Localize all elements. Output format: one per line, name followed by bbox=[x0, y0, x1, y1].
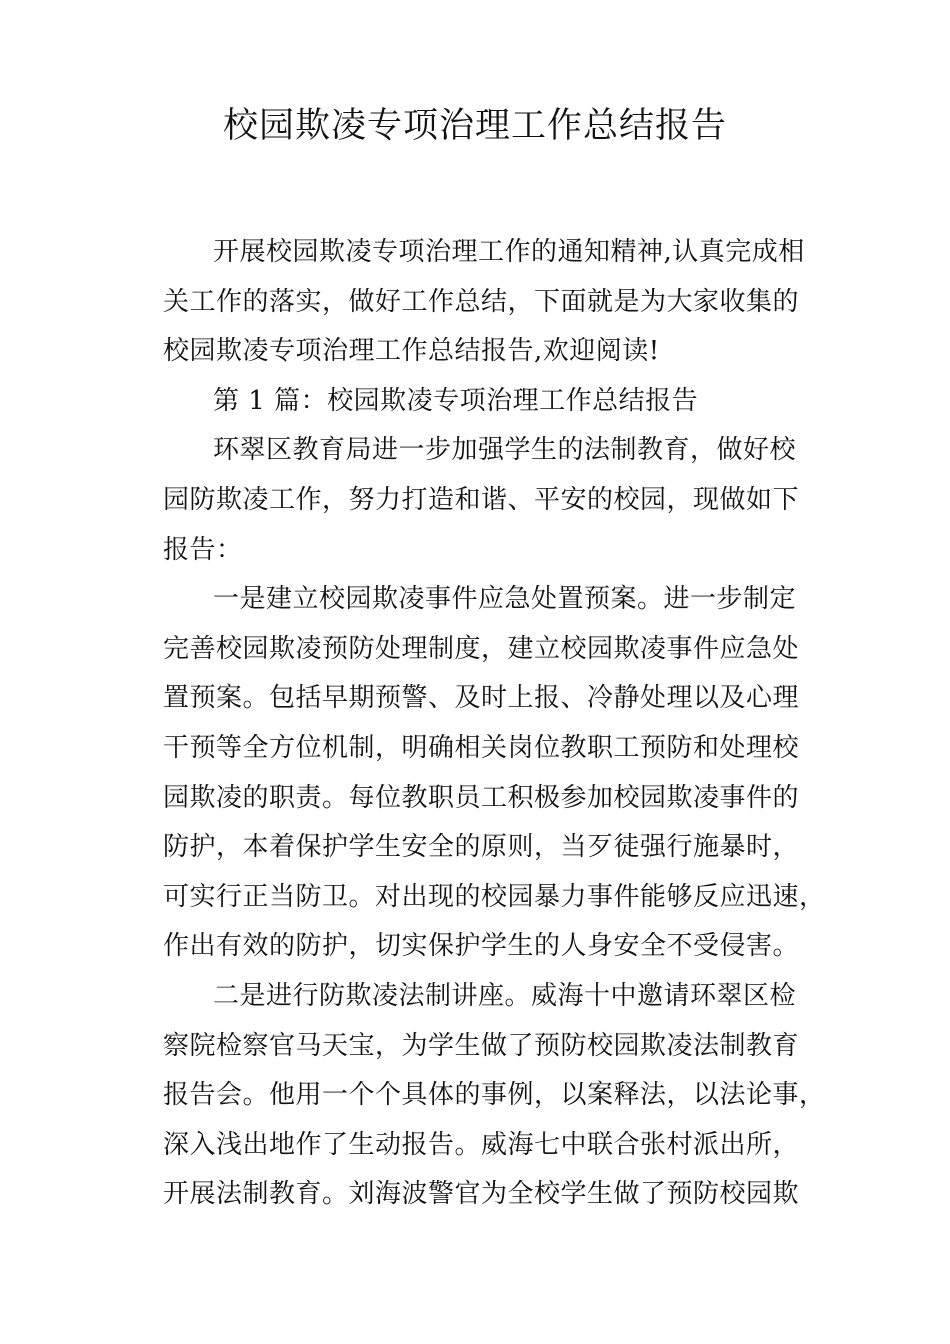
text-line: 作出有效的防护，切实保护学生的人身安全不受侵害。 bbox=[163, 931, 800, 962]
text-line: 可实行正当防卫。对出现的校园暴力事件能够反应迅速， bbox=[163, 881, 826, 912]
text-line: 校园欺凌专项治理工作总结报告,欢迎阅读! bbox=[163, 336, 660, 367]
text-line: 干预等全方位机制，明确相关岗位教职工预防和处理校 bbox=[163, 732, 800, 763]
text-line: 开展校园欺凌专项治理工作的通知精神,认真完成相 bbox=[213, 237, 805, 267]
text-line: 完善校园欺凌预防处理制度，建立校园欺凌事件应急处 bbox=[163, 633, 800, 664]
text-line: 置预案。包括早期预警、及时上报、冷静处理以及心理 bbox=[163, 683, 800, 714]
text-line: 一是建立校园欺凌事件应急处置预案。进一步制定 bbox=[213, 584, 797, 615]
text-line: 第 1 篇：校园欺凌专项治理工作总结报告 bbox=[213, 385, 699, 416]
text-line: 园防欺凌工作，努力打造和谐、平安的校园，现做如下 bbox=[163, 484, 800, 515]
text-line: 报告： bbox=[163, 534, 243, 565]
document-body bbox=[163, 228, 826, 1220]
text-line: 深入浅出地作了生动报告。威海七中联合张村派出所， bbox=[163, 1129, 800, 1160]
text-line: 防护，本着保护学生安全的原则，当歹徒强行施暴时， bbox=[163, 832, 800, 863]
text-line: 二是进行防欺凌法制讲座。威海十中邀请环翠区检 bbox=[213, 980, 797, 1011]
text-line: 报告会。他用一个个具体的事例，以案释法，以法论事， bbox=[163, 1080, 826, 1111]
document-title: 校园欺凌专项治理工作总结报告 bbox=[222, 106, 727, 146]
text-line: 关工作的落实，做好工作总结，下面就是为大家收集的 bbox=[163, 286, 800, 317]
text-line: 察院检察官马天宝，为学生做了预防校园欺凌法制教育 bbox=[163, 1030, 800, 1061]
text-line: 园欺凌的职责。每位教职员工积极参加校园欺凌事件的 bbox=[163, 782, 800, 813]
text-line: 开展法制教育。刘海波警官为全校学生做了预防校园欺 bbox=[163, 1179, 800, 1210]
text-line: 环翠区教育局进一步加强学生的法制教育，做好校 bbox=[213, 435, 797, 466]
